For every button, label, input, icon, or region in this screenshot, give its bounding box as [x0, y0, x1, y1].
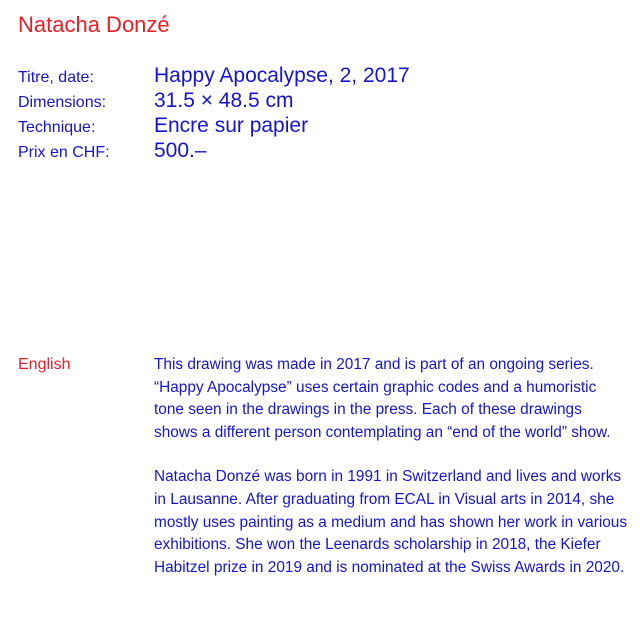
detail-value-price: 500.–: [154, 139, 207, 162]
detail-label-title: Titre, date:: [18, 69, 94, 86]
description-paragraph-biography: Natacha Donzé was born in 1991 in Switzerland and lives and works in Lausanne. After graduating from ECAL in Visual arts in 2014, she mostly uses painting as a medium and has shown her work in various exhibitions. She won the Leenards scholarship in 2018, the Kiefer Habitzel prize in 2019 and is nominated at the Swiss Awards in 2020.: [154, 468, 628, 576]
description-text: [154, 354, 628, 601]
detail-value-technique: Encre sur papier: [154, 114, 309, 137]
detail-label-technique: Technique:: [18, 119, 96, 136]
artwork-details: [18, 64, 628, 164]
detail-label-price: Prix en CHF:: [18, 144, 110, 161]
detail-value-dimensions: 31.5 × 48.5 cm: [154, 89, 294, 112]
detail-row-technique: [18, 114, 628, 139]
detail-value-title: Happy Apocalypse, 2, 2017: [154, 64, 410, 87]
description-paragraph-artwork: This drawing was made in 2017 and is part of an ongoing series. “Happy Apocalypse” uses certain graphic codes and a humoristic tone seen in the drawings in the press. Each of these drawings shows a different person contemplating an “end of the world” show.: [154, 356, 611, 441]
language-label: English: [18, 356, 71, 373]
detail-row-title: [18, 64, 628, 89]
detail-row-dimensions: [18, 89, 628, 114]
detail-label-dimensions: Dimensions:: [18, 94, 107, 111]
detail-row-price: [18, 139, 628, 164]
artist-name: Natacha Donzé: [18, 12, 170, 37]
